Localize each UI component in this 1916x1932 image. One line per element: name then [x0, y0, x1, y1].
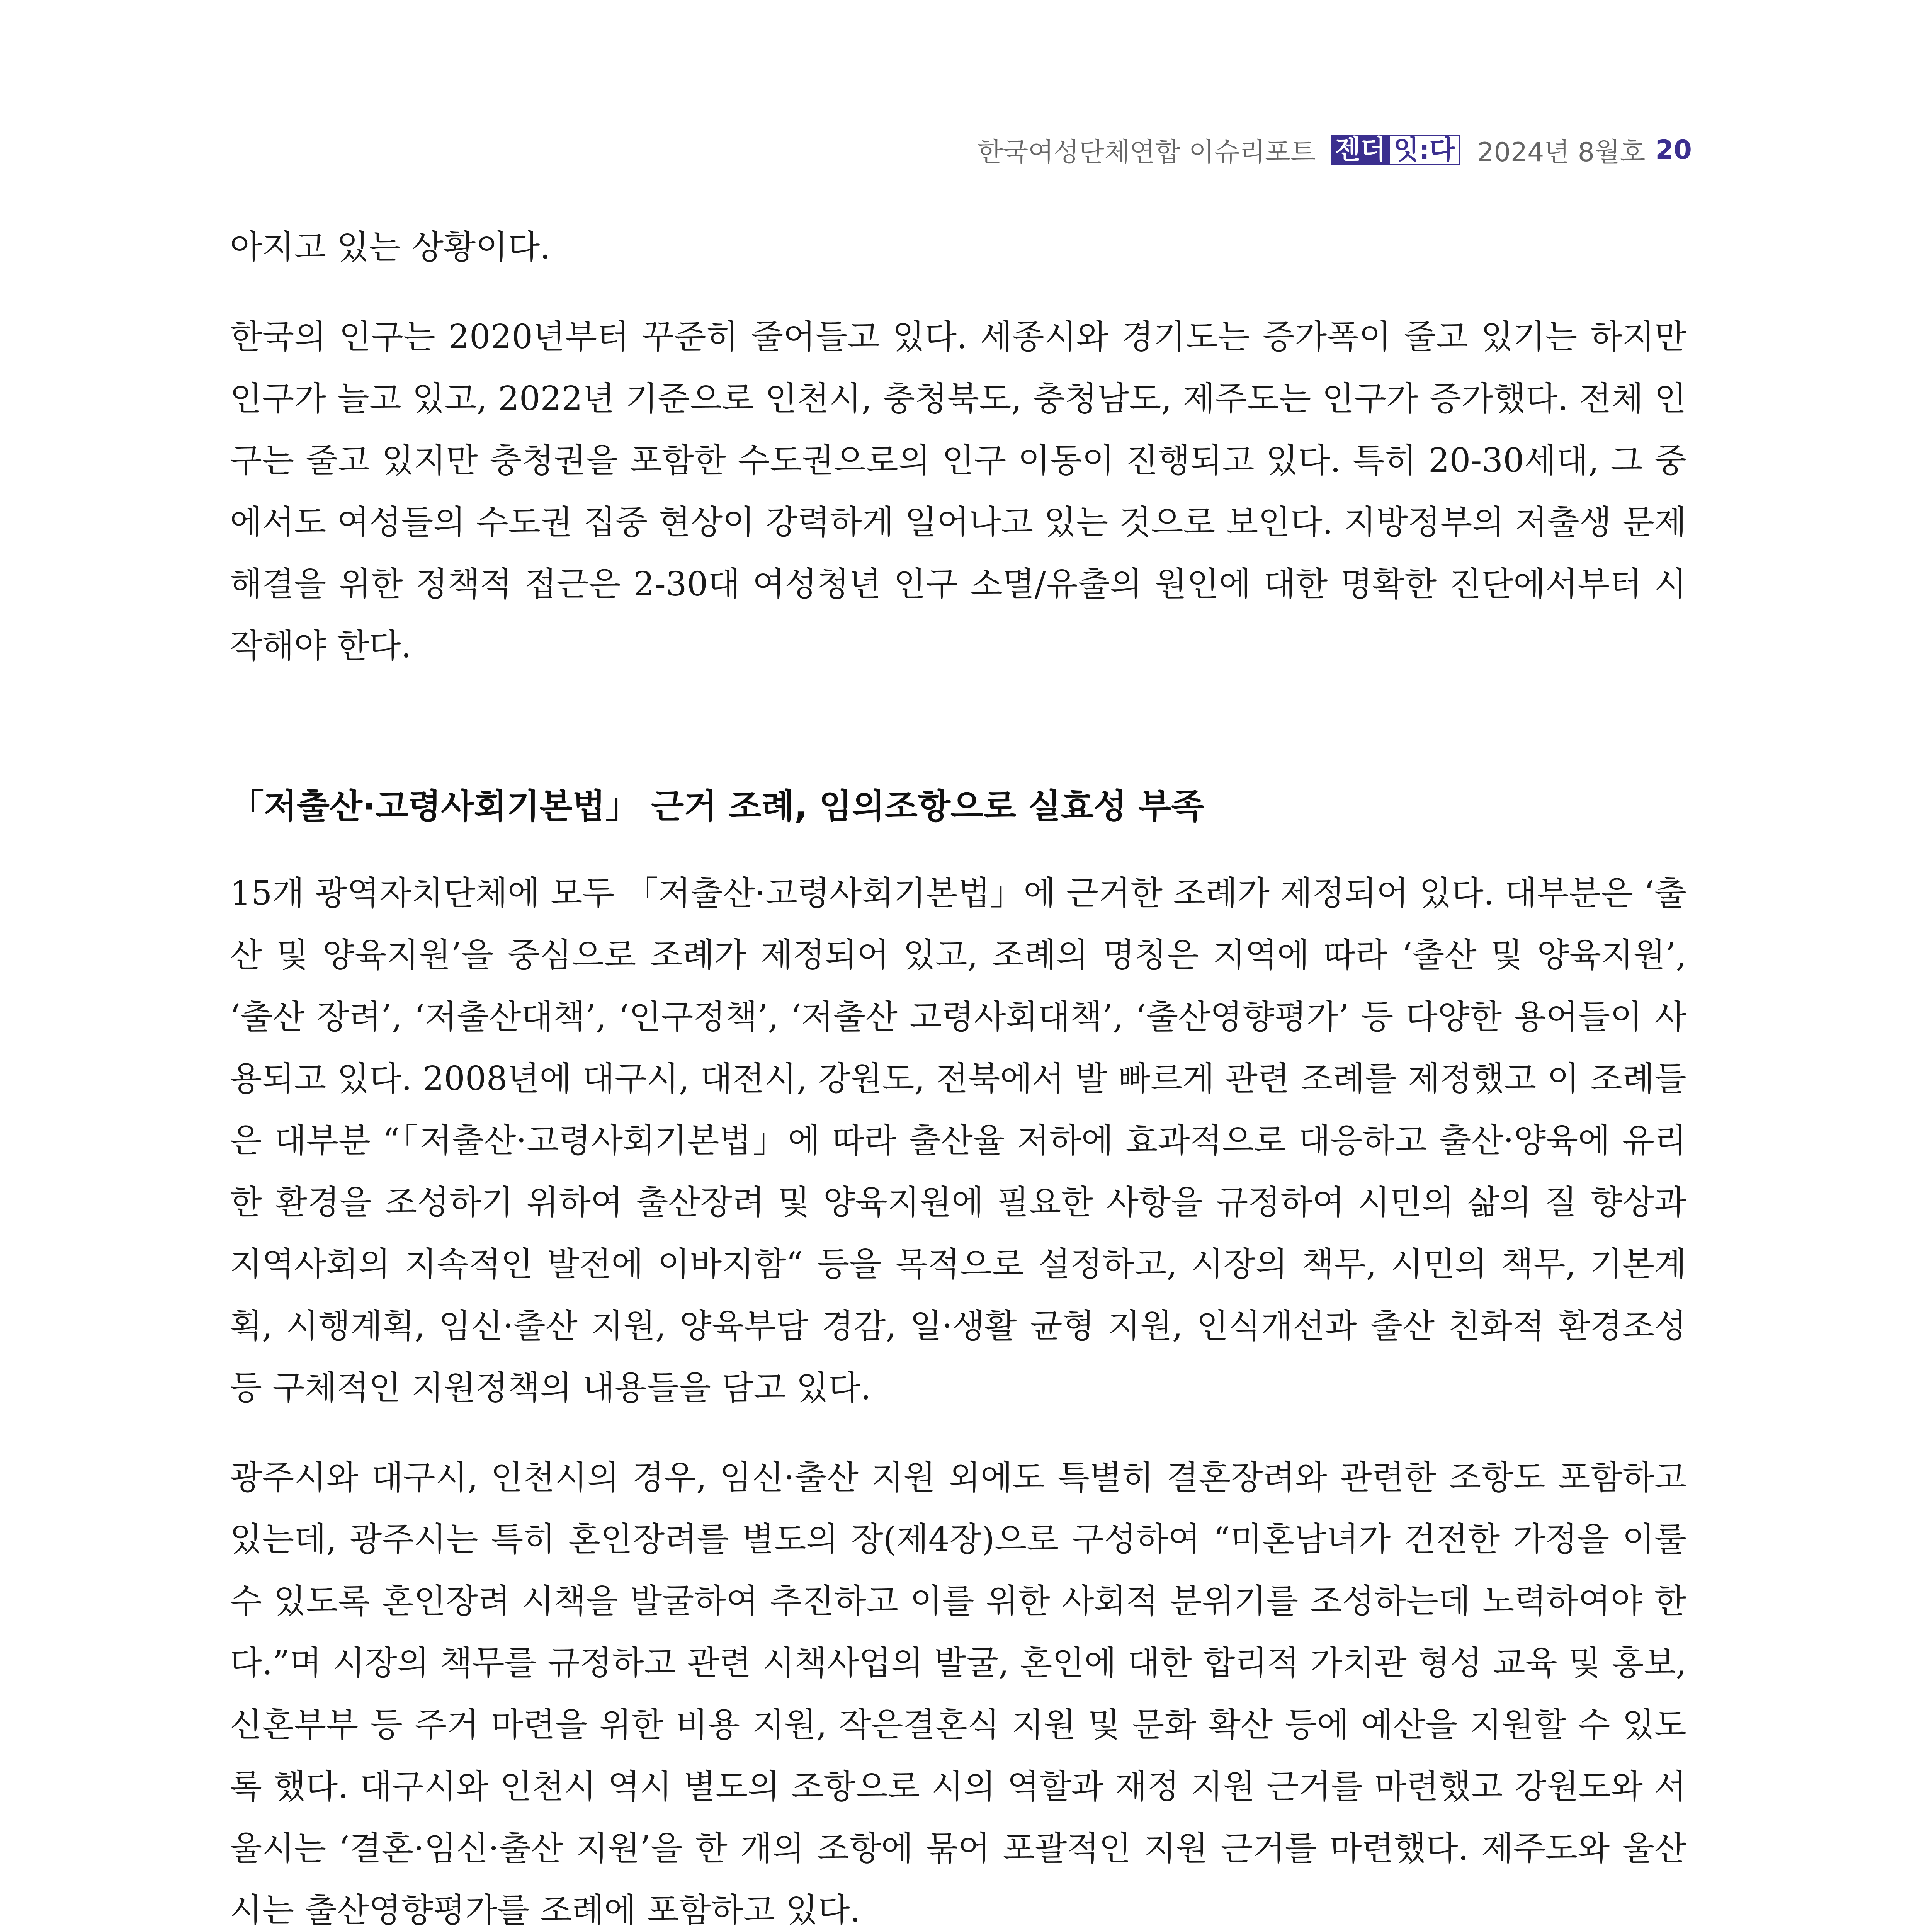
- publication-title: 한국여성단체연합 이슈리포트: [977, 137, 1316, 168]
- issue-date: 2024년 8월호: [1477, 137, 1646, 168]
- section-heading-ordinance: 「저출산·고령사회기본법」 근거 조례, 임의조항으로 실효성 부족: [230, 786, 1204, 826]
- paragraph-marriage-incentives: 광주시와 대구시, 인천시의 경우, 임신·출산 지원 외에도 특별히 결혼장려와 관련한 조항도 포함하고 있는데, 광주시는 특히 혼인장려를 별도의 장(제4장)으로 구성하여 “미혼남녀가 건전한 가정을 이룰 수 있도록 혼인장려 시책을 발굴하여 추진하고 이를 위한 사회적 분위기를 조성하는데 노력하여야 한다.”며 시장의 책무를 규정하고 관련 시책사업의 발굴, 혼인에 대한 합리적 가치관 형성 교육 및 홍보, 신혼부부 등 주거 마련을 위한 비용 지원, 작은결혼식 지원 및 문화 확산 등에 예산을 지원할 수 있도록 했다. 대구시와 인천시 역시 별도의 조항으로 시의 역할과 재정 지원 근거를 마련했고 강원도와 서울시는 ‘결혼·임신·출산 지원’을 한 개의 조항에 묶어 포괄적인 지원 근거를 마련했다. 제주도와 울산시는 출산영향평가를 조례에 포함하고 있다.: [230, 1458, 1687, 1930]
- document-body: [230, 216, 1686, 1932]
- brand-logo-box: 젠더: [1331, 135, 1389, 165]
- brand-logo: [1331, 135, 1460, 165]
- paragraph-ordinance-overview: 15개 광역자치단체에 모두 「저출산·고령사회기본법」에 근거한 조례가 제정되어 있다. 대부분은 ‘출산 및 양육지원’을 중심으로 조례가 제정되어 있고, 조례의 명칭은 지역에 따라 ‘출산 및 양육지원’, ‘출산 장려’, ‘저출산대책’, ‘인구정책’, ‘저출산 고령사회대책’, ‘출산영향평가’ 등 다양한 용어들이 사용되고 있다. 2008년에 대구시, 대전시, 강원도, 전북에서 발 빠르게 관련 조례를 제정했고 이 조례들은 대부분 “「저출산·고령사회기본법」에 따라 출산율 저하에 효과적으로 대응하고 출산·양육에 유리한 환경을 조성하기 위하여 출산장려 및 양육지원에 필요한 사항을 규정하여 시민의 삶의 질 향상과 지역사회의 지속적인 발전에 이바지함“ 등을 목적으로 설정하고, 시장의 책무, 시민의 책무, 기본계획, 시행계획, 임신·출산 지원, 양육부담 경감, 일·생활 균형 지원, 인식개선과 출산 친화적 환경조성 등 구체적인 지원정책의 내용들을 담고 있다.: [230, 874, 1686, 1407]
- page-number: 20: [1655, 135, 1692, 165]
- paragraph-continued: 아지고 있는 상황이다.: [230, 228, 551, 267]
- paragraph-population-trend: 한국의 인구는 2020년부터 꾸준히 줄어들고 있다. 세종시와 경기도는 증가폭이 줄고 있기는 하지만 인구가 늘고 있고, 2022년 기준으로 인천시, 충청북도, 충청남도, 제주도는 인구가 증가했다. 전체 인구는 줄고 있지만 충청권을 포함한 수도권으로의 인구 이동이 진행되고 있다. 특히 20-30세대, 그 중에서도 여성들의 수도권 집중 현상이 강력하게 일어나고 있는 것으로 보인다. 지방정부의 저출생 문제 해결을 위한 정책적 접근은 2-30대 여성청년 인구 소멸/유출의 원인에 대한 명확한 진단에서부터 시작해야 한다.: [230, 318, 1686, 665]
- brand-logo-rest: 잇:다: [1390, 135, 1460, 165]
- running-header: [978, 131, 1692, 169]
